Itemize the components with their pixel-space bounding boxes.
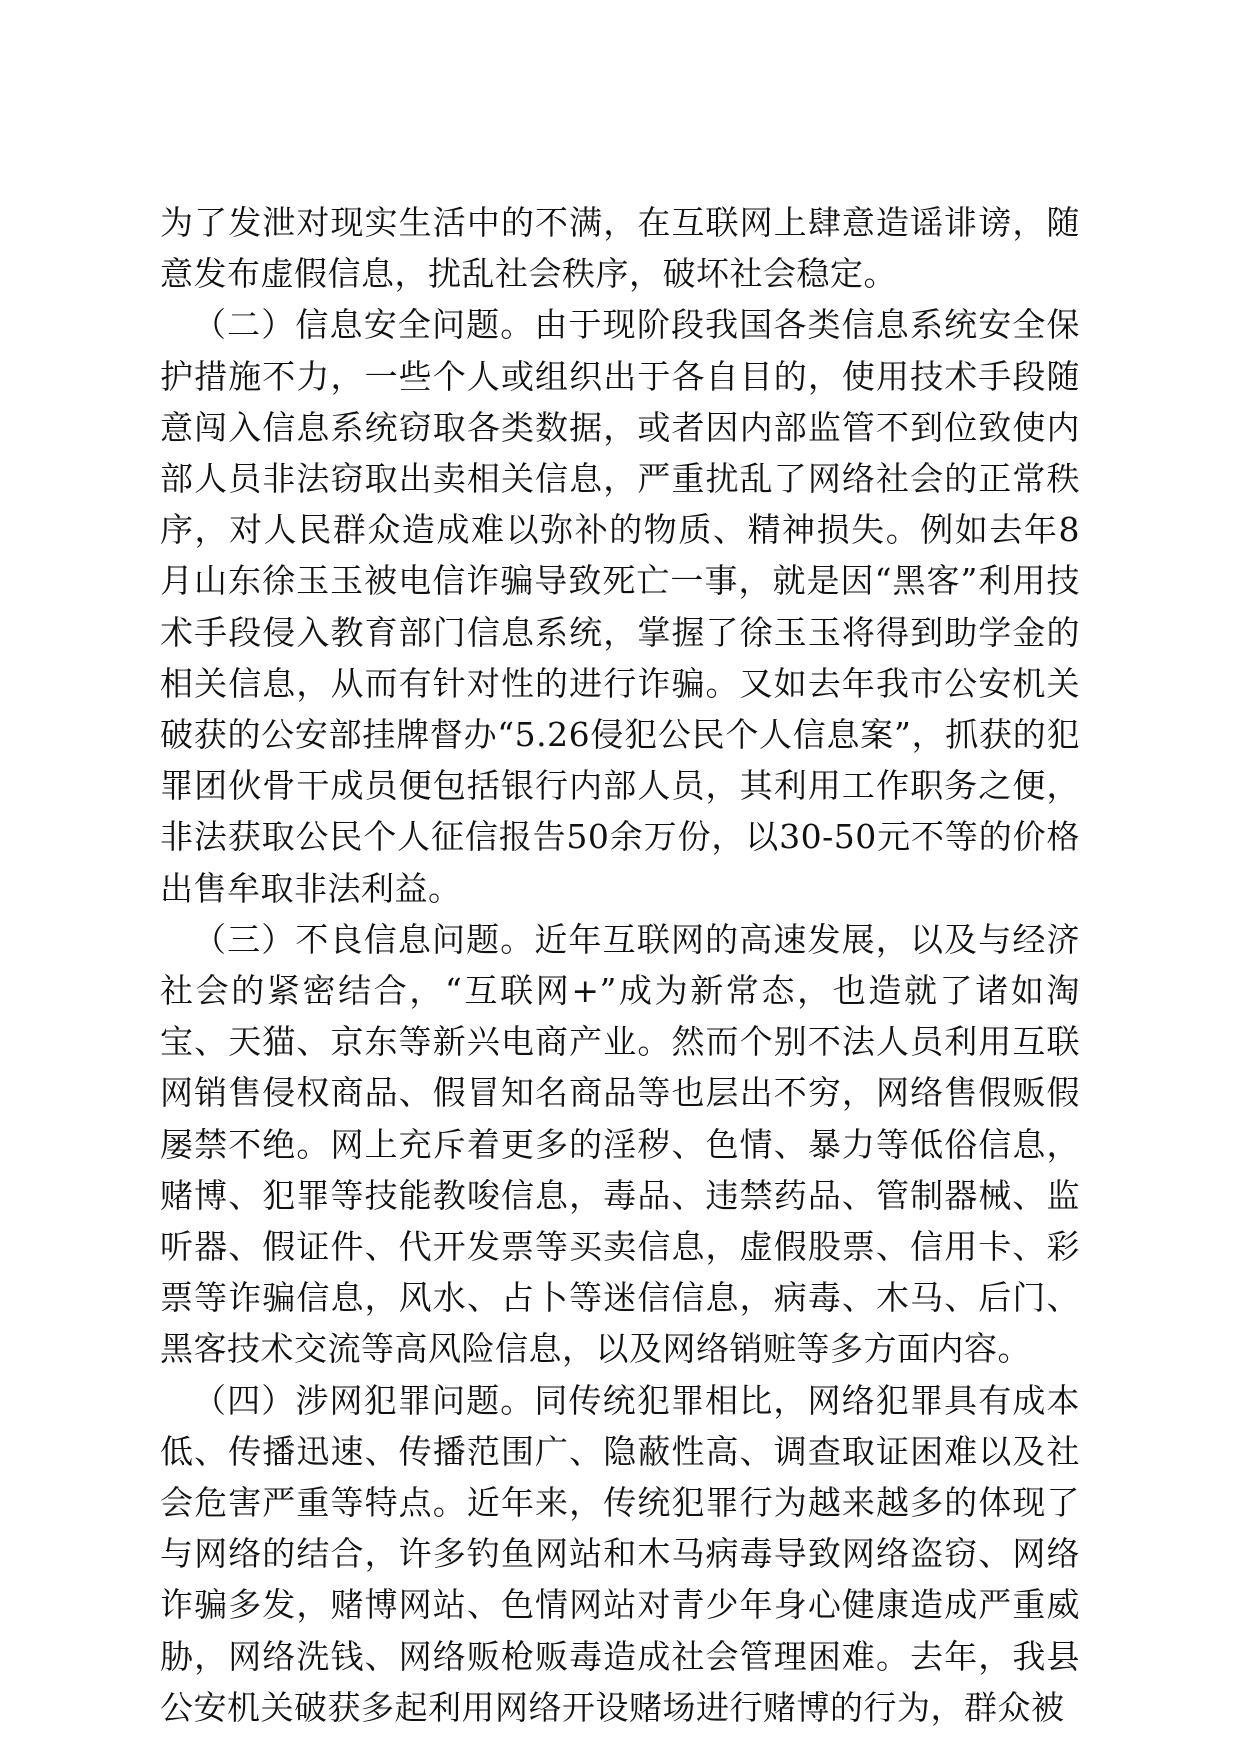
paragraph-information-security: （二）信息安全问题。由于现阶段我国各类信息系统安全保护措施不力，一些个人或组织出于各自目的，使用技术手段随意闯入信息系统窃取各类数据，或者因内部监管不到位致使内部人员非法窃取出卖相关信息，严重扰乱了网络社会的正常秩序，对人民群众造成难以弥补的物质、精神损失。例如去年8月山东徐玉玉被电信诈骗导致死亡一事，就是因“黑客”利用技术手段侵入教育部门信息系统，掌握了徐玉玉将得到助学金的相关信息，从而有针对性的进行诈骗。又如去年我市公安机关破获的公安部挂牌督办“5.26侵犯公民个人信息案”，抓获的犯罪团伙骨干成员便包括银行内部人员，其利用工作职务之便，非法获取公民个人征信报告50余万份，以30-50元不等的价格出售牟取非法利益。 — [160, 305, 1080, 908]
paragraph-cyber-crime: （四）涉网犯罪问题。同传统犯罪相比，网络犯罪具有成本低、传播迅速、传播范围广、隐蔽性高、调查取证困难以及社会危害严重等特点。近年来，传统犯罪行为越来越多的体现了与网络的结合，许多钓鱼网站和木马病毒导致网络盗窃、网络诈骗多发，赌博网站、色情网站对青少年身心健康造成严重威胁，网络洗钱、网络贩枪贩毒造成社会管理困难。去年，我县公安机关破获多起利用网络开设赌场进行赌博的行为，群众被 — [160, 1380, 1080, 1727]
paragraph-continuation: 为了发泄对现实生活中的不满，在互联网上肆意造谣诽谤，随意发布虚假信息，扰乱社会秩序，破坏社会稳定。 — [160, 203, 1080, 294]
paragraph-harmful-information: （三）不良信息问题。近年互联网的高速发展，以及与经济社会的紧密结合，“互联网+”成为新常态，也造就了诸如淘宝、天猫、京东等新兴电商产业。然而个别不法人员利用互联网销售侵权商品、假冒知名商品等也层出不穷，网络售假贩假屡禁不绝。网上充斥着更多的淫秽、色情、暴力等低俗信息，赌博、犯罪等技能教唆信息，毒品、违禁药品、管制器械、监听器、假证件、代开发票等买卖信息，虚假股票、信用卡、彩票等诈骗信息，风水、占卜等迷信信息，病毒、木马、后门、黑客技术交流等高风险信息，以及网络销赃等多方面内容。 — [160, 919, 1080, 1369]
document-body — [160, 197, 1080, 1733]
